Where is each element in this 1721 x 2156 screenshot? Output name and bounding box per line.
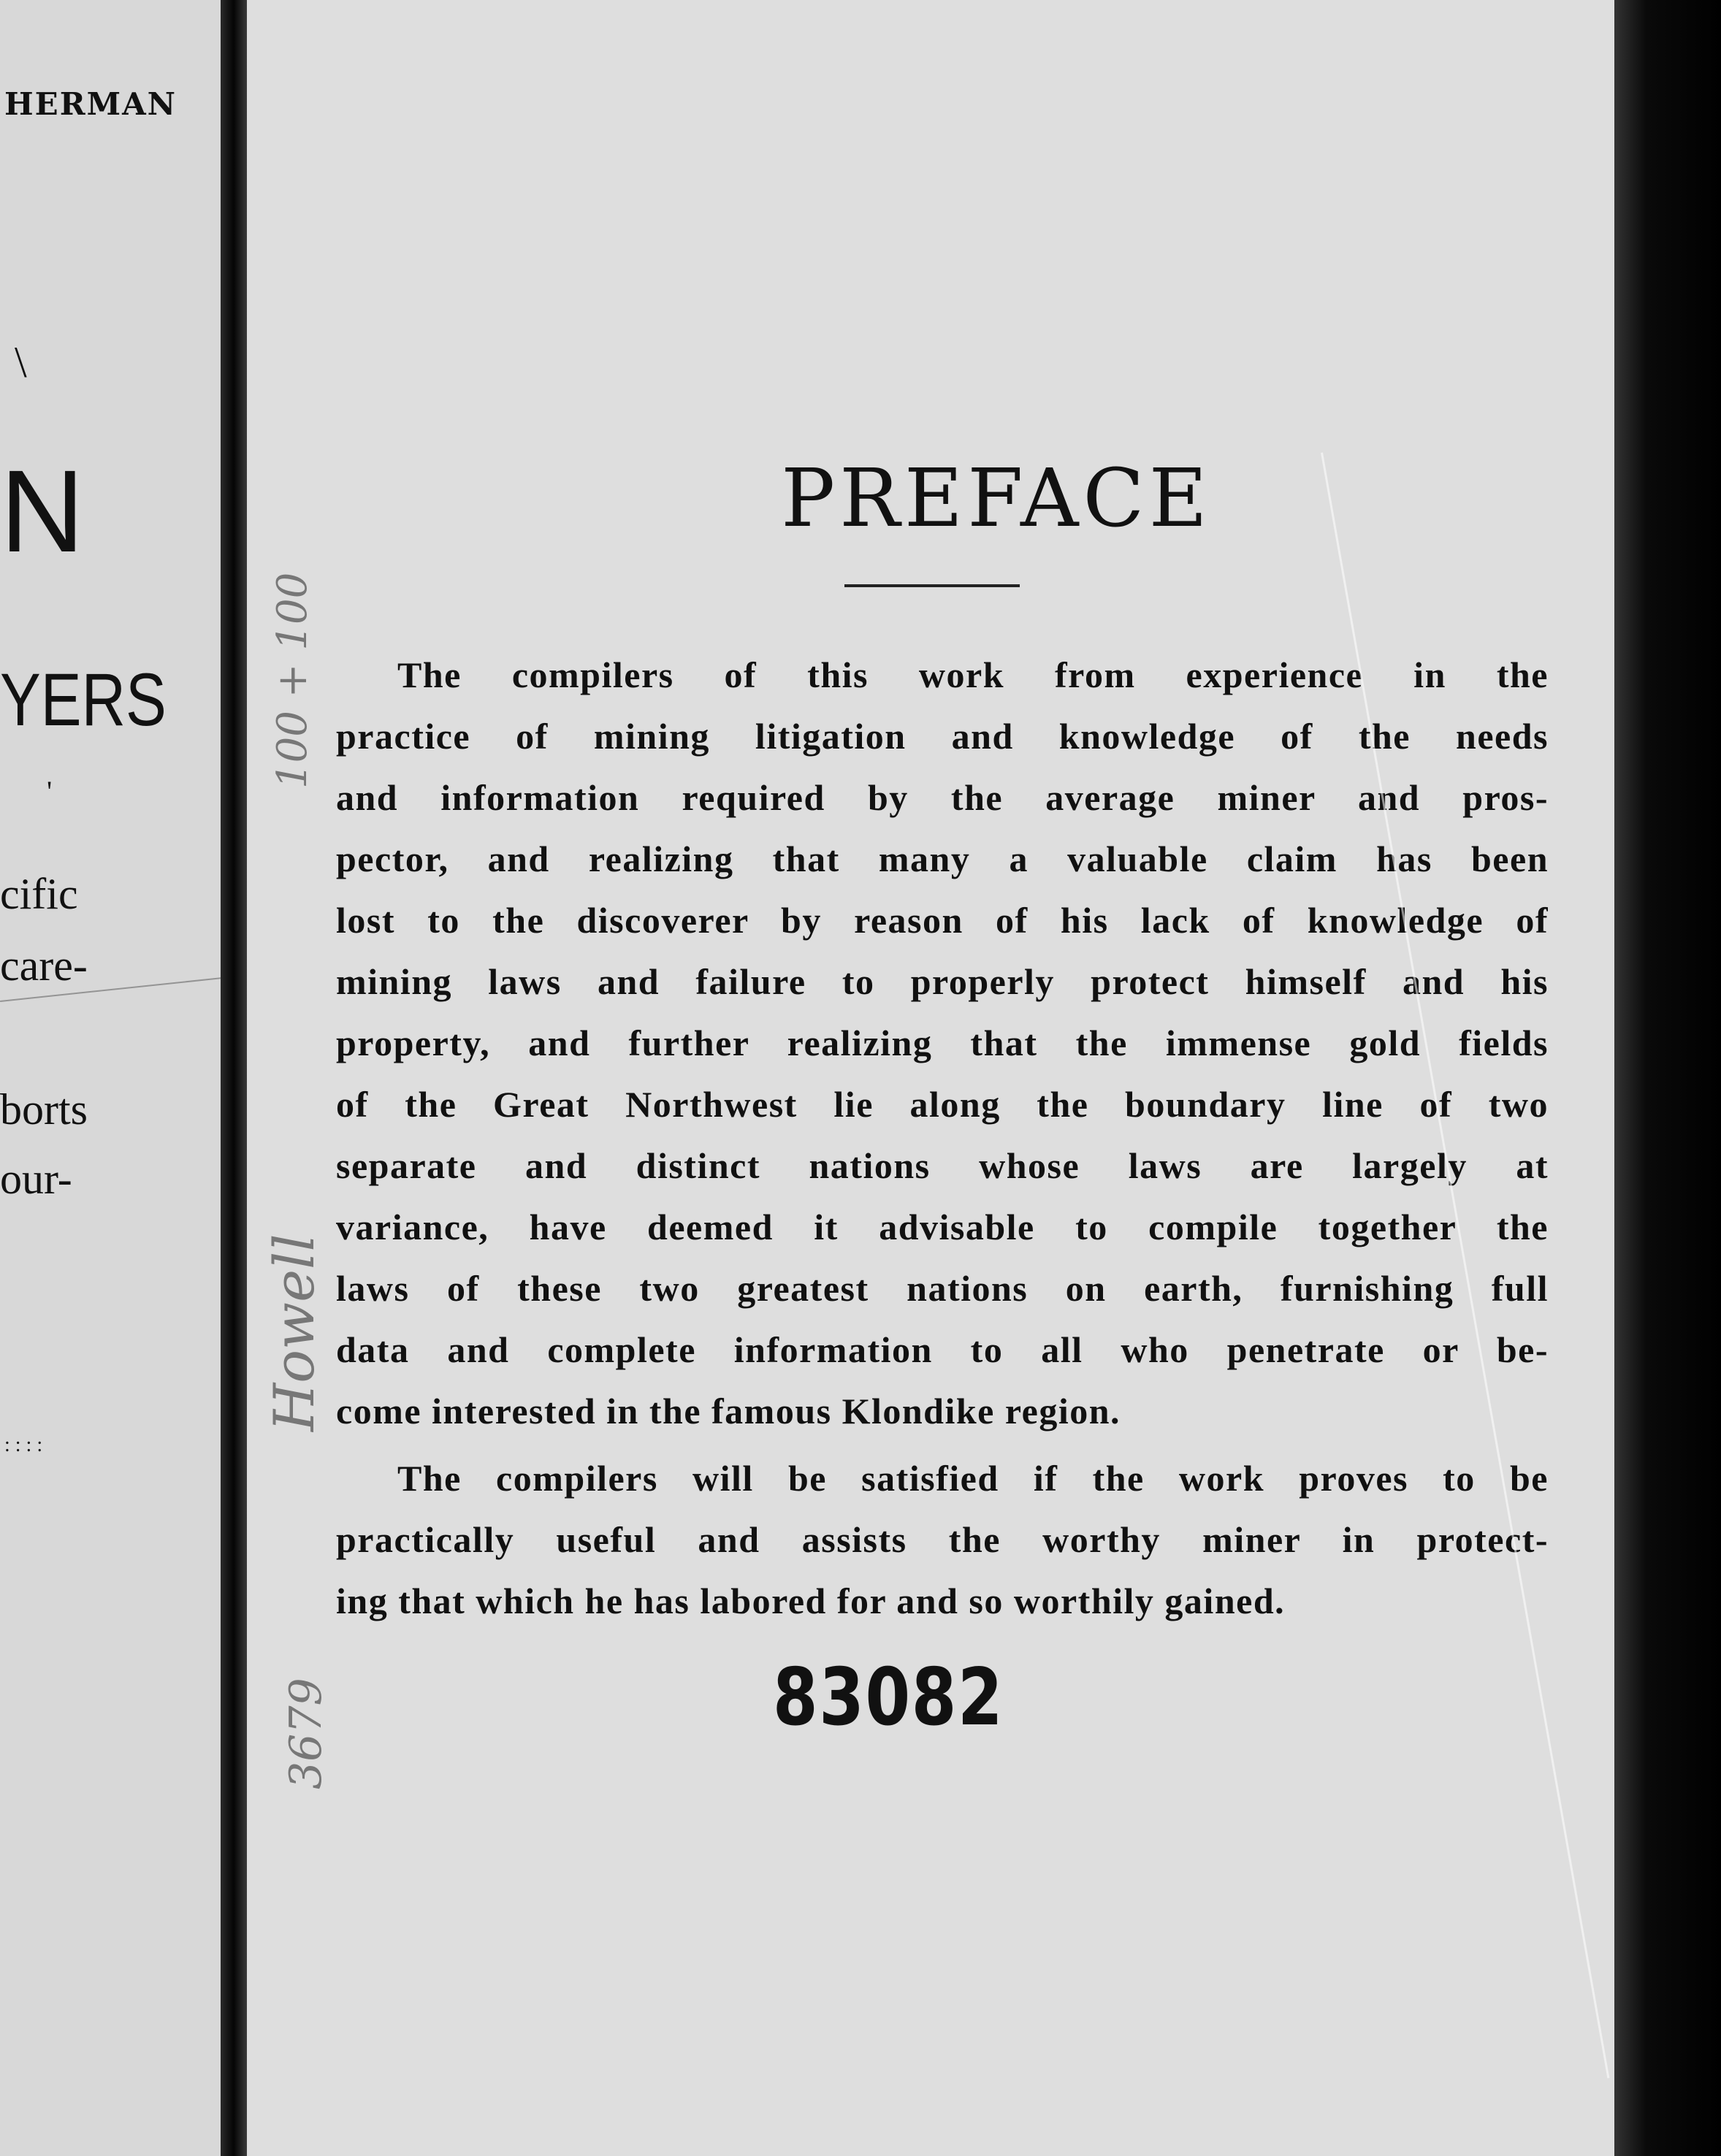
text-line: laws of these two greatest nations on earth, furnishing full <box>336 1268 1549 1309</box>
text-line: property, and further realizing that the immense gold fields <box>336 1022 1549 1063</box>
left-page-fragment <box>0 0 221 2156</box>
page-edge-shadow <box>1614 0 1721 2156</box>
text-line: The compilers of this work from experience in the <box>397 654 1549 695</box>
left-page-running-head: HERMAN <box>4 86 178 122</box>
preface-paragraph-1 <box>336 644 1549 1442</box>
text-line: practically useful and assists the worthy miner in protect- <box>336 1519 1549 1560</box>
handwritten-annotation: 3679 <box>281 1678 332 1789</box>
preface-page <box>247 0 1614 2156</box>
title-rule <box>844 584 1020 587</box>
preface-paragraph-2 <box>336 1448 1549 1632</box>
accession-number-stamp: 83082 <box>773 1652 1004 1743</box>
text-line: separate and distinct nations whose laws are largely at <box>336 1145 1549 1186</box>
left-page-subtitle-fragment: YERS <box>0 658 167 741</box>
text-line: come interested in the famous Klondike region. <box>336 1391 1121 1431</box>
text-line: The compilers will be satisfied if the work proves to be <box>397 1458 1549 1499</box>
left-page-text-fragment: borts <box>0 1085 88 1134</box>
left-page-dot-leaders: : : : : <box>4 1434 43 1456</box>
text-line: pector, and realizing that many a valuable claim has been <box>336 838 1549 879</box>
text-line: practice of mining litigation and knowledge of the needs <box>336 716 1549 757</box>
left-page-mark: \ <box>15 338 27 386</box>
text-line: data and complete information to all who penetrate or be- <box>336 1329 1549 1370</box>
left-page-title-letter: N <box>0 446 85 576</box>
handwritten-annotation: 100 + 100 <box>269 572 316 789</box>
handwritten-signature: Howell <box>262 1234 327 1431</box>
left-page-text-fragment: our- <box>0 1155 72 1203</box>
text-line: lost to the discoverer by reason of his lack of knowledge of <box>336 900 1549 941</box>
left-page-mark: ' <box>47 775 53 808</box>
left-page-text-fragment: cific <box>0 870 78 918</box>
book-gutter <box>221 0 247 2156</box>
text-line: variance, have deemed it advisable to compile together the <box>336 1207 1549 1247</box>
page-title: PREFACE <box>781 451 1212 545</box>
text-line: ing that which he has labored for and so worthily gained. <box>336 1580 1286 1621</box>
left-page-text-fragment: care- <box>0 941 88 990</box>
text-line: mining laws and failure to properly protect himself and his <box>336 961 1549 1002</box>
text-line: of the Great Northwest lie along the boundary line of two <box>336 1084 1549 1125</box>
text-line: and information required by the average miner and pros- <box>336 777 1549 818</box>
